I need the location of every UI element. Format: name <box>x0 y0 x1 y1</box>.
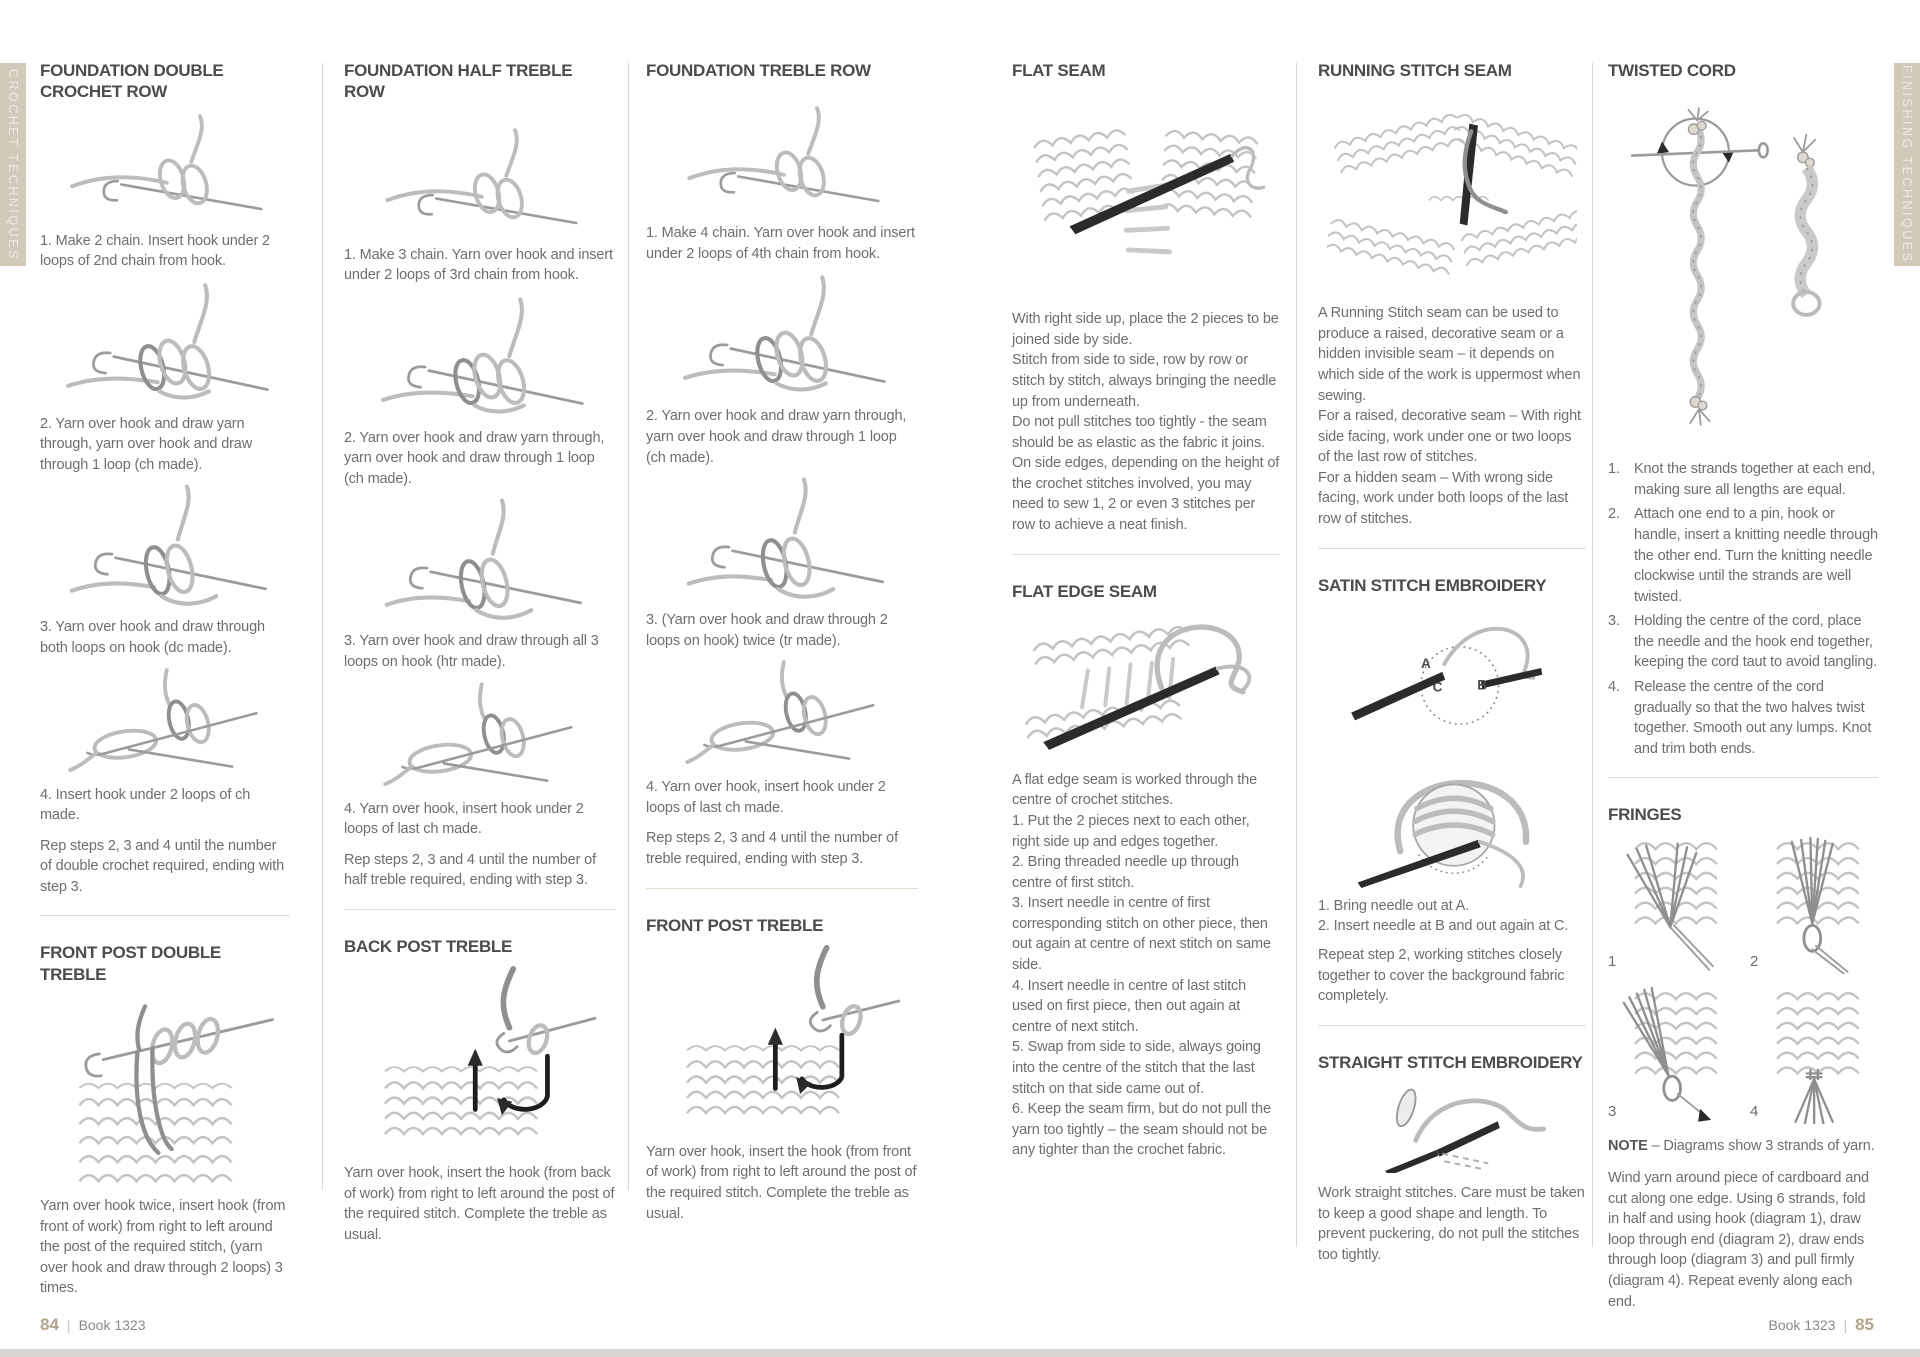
section-title: RUNNING STITCH SEAM <box>1318 61 1512 80</box>
page-tab-finishing-techniques <box>1894 63 1920 266</box>
column-divider <box>628 63 629 1190</box>
section-title: FRONT POST TREBLE <box>646 915 824 935</box>
footer-separator: | <box>66 1317 71 1333</box>
step-text: 1. Bring needle out at A. <box>1318 897 1470 914</box>
back-post-treble-illustration <box>360 965 600 1155</box>
section-title: FLAT EDGE SEAM <box>1012 581 1157 601</box>
fringes-note <box>1608 1138 1878 1154</box>
column-foundation-double-crochet <box>40 60 290 1299</box>
page-tab-label: CROCHET TECHNIQUES <box>6 68 20 261</box>
crochet-insert-hook-illustration <box>50 665 280 777</box>
crochet-hook-chain-illustration <box>667 103 897 215</box>
diagram-number: 1 <box>1608 952 1617 970</box>
section-title: SATIN STITCH EMBROIDERY <box>1318 575 1547 595</box>
column-divider <box>322 63 323 1190</box>
section-title: FOUNDATION TREBLE ROW <box>646 61 871 80</box>
section-title: FOUNDATION HALF TREBLE ROW <box>344 61 573 102</box>
step-text: 1. Make 4 chain. Yarn over hook and insert under 2 loops of 4th chain from hook. <box>646 225 915 262</box>
step-text: 3. Yarn over hook and draw through both loops on hook (dc made). <box>40 619 265 656</box>
fringe-step-illustration <box>1764 984 1868 1124</box>
diagram-number: 4 <box>1750 1102 1759 1120</box>
step-number: 3. <box>1608 613 1620 630</box>
point-label-a: A <box>1420 655 1431 671</box>
column-divider <box>1296 63 1297 1247</box>
satin-stitch-wrap-illustration <box>1334 740 1570 888</box>
page-number: 84 <box>40 1315 59 1334</box>
section-body: Wind yarn around piece of cardboard and cut along one edge. Using 6 strands, fold in half and using hook (diagram 1), draw loop through end (diagram 2), draw ends through loop (diagram 3) and pull firmly (diagram 4). Repeat evenly along each end. <box>1608 1170 1869 1310</box>
step-text: 2. Insert needle at B and out again at C. <box>1318 918 1569 935</box>
twisted-cord-steps <box>1608 459 1878 759</box>
point-label-c: C <box>1432 679 1443 695</box>
section-body: 6. Keep the seam firm, but do not pull the yarn too tightly – the seam should not be any tighter than the crochet fabric. <box>1012 1101 1271 1159</box>
section-divider <box>646 888 918 889</box>
section-divider <box>1318 548 1586 549</box>
section-divider <box>1608 777 1878 778</box>
section-title: STRAIGHT STITCH EMBROIDERY <box>1318 1052 1583 1072</box>
column-foundation-treble <box>646 60 918 1224</box>
fringe-diagram-4 <box>1750 984 1878 1124</box>
section-title: TWISTED CORD <box>1608 61 1736 80</box>
flat-seam-illustration <box>1018 97 1274 295</box>
section-body: 3. Insert needle in centre of first corresponding stitch on other piece, then out again at centre of next stitch on same side. <box>1012 895 1271 974</box>
point-label-b: B <box>1477 677 1488 693</box>
crochet-draw-through-illustration <box>365 495 595 623</box>
step-text: Attach one end to a pin, hook or handle, insert a knitting needle through the other end. Turn the knitting needle clockwise until the strands are well twisted. <box>1634 506 1878 605</box>
book-title: Book 1323 <box>78 1317 146 1333</box>
step-text: Holding the centre of the cord, place the needle and the hook end together, keeping the cord taut to avoid tangling. <box>1634 613 1878 671</box>
running-stitch-seam-illustration <box>1327 89 1577 289</box>
section-body: Stitch from side to side, row by row or stitch by stitch, always bringing the needle up from underneath. <box>1012 352 1277 410</box>
diagram-number: 2 <box>1750 952 1759 970</box>
column-running-stitch <box>1318 60 1586 1265</box>
footer-separator: | <box>1843 1317 1848 1333</box>
step-text: 2. Yarn over hook and draw yarn through, yarn over hook and draw through 1 loop (ch made). <box>646 408 907 466</box>
step-number: 2. <box>1608 506 1620 523</box>
crochet-insert-hook-illustration <box>667 657 897 769</box>
footer-right <box>1768 1315 1874 1335</box>
note-label: NOTE <box>1608 1137 1648 1154</box>
section-body: 5. Swap from side to side, always going into the centre of the stitch that the last stitch on that side came out of. <box>1012 1039 1261 1097</box>
section-body: Yarn over hook, insert the hook (from back of work) from right to left around the post of the required stitch. Complete the treble as usual. <box>344 1165 615 1243</box>
front-post-treble-illustration <box>662 944 902 1134</box>
fringe-diagram-3 <box>1608 984 1736 1124</box>
page-tab-crochet-techniques <box>0 63 26 266</box>
page-bottom-edge <box>0 1349 1920 1357</box>
section-body: For a raised, decorative seam – With right side facing, work under one or two loops of the last row of stitches. <box>1318 408 1581 466</box>
fringe-diagram-1 <box>1608 834 1736 974</box>
step-text: 2. Yarn over hook and draw yarn through, yarn over hook and draw through 1 loop (ch made). <box>344 429 605 487</box>
section-body: A flat edge seam is worked through the centre of crochet stitches. <box>1012 771 1257 809</box>
step-number: 4. <box>1608 679 1620 696</box>
crochet-yarn-over-illustration <box>50 278 280 406</box>
fringe-step-illustration <box>1764 834 1868 974</box>
section-divider <box>1318 1025 1586 1026</box>
fringe-diagram-2 <box>1750 834 1878 974</box>
footer-left <box>40 1315 146 1335</box>
step-text: 4. Insert hook under 2 loops of ch made. <box>40 786 251 824</box>
crochet-insert-hook-illustration <box>365 679 595 791</box>
fringes-diagrams <box>1608 834 1878 1124</box>
step-text: 4. Yarn over hook, insert hook under 2 loops of last ch made. <box>646 779 886 816</box>
crochet-draw-through-illustration <box>667 474 897 602</box>
step-text: 1. Make 2 chain. Insert hook under 2 loops of 2nd chain from hook. <box>40 232 270 270</box>
section-title: FOUNDATION DOUBLE CROCHET ROW <box>40 61 224 102</box>
section-divider <box>1012 554 1280 555</box>
step-text: Release the centre of the cord gradually so that the two halves twist together. Smooth out any lumps. Knot and trim both ends. <box>1634 679 1872 757</box>
section-divider <box>344 909 616 910</box>
fringe-step-illustration <box>1622 984 1726 1124</box>
section-title: BACK POST TREBLE <box>344 936 513 956</box>
section-body: For a hidden seam – With wrong side facing, work under both loops of the last row of stitches. <box>1318 469 1569 528</box>
straight-stitch-illustration <box>1347 1081 1557 1173</box>
repeat-text: Rep steps 2, 3 and 4 until the number of half treble required, ending with step 3. <box>344 851 596 889</box>
repeat-text: Repeat step 2, working stitches closely together to cover the background fabric completely. <box>1318 947 1565 1005</box>
step-text: 2. Yarn over hook and draw yarn through, yarn over hook and draw through 1 loop (ch made). <box>40 415 253 473</box>
fringe-step-illustration <box>1622 834 1726 974</box>
book-title: Book 1323 <box>1768 1317 1836 1333</box>
step-text: 3. Yarn over hook and draw through all 3 loops on hook (htr made). <box>344 633 599 670</box>
section-body: 1. Put the 2 pieces next to each other, right side up and edges together. <box>1012 813 1250 850</box>
step-text: 4. Yarn over hook, insert hook under 2 loops of last ch made. <box>344 800 584 838</box>
step-text: 1. Make 3 chain. Yarn over hook and insert under 2 loops of 3rd chain from hook. <box>344 246 613 284</box>
note-text: – Diagrams show 3 strands of yarn. <box>1651 1137 1875 1154</box>
section-body: Do not pull stitches too tightly - the seam should be as elastic as the fabric it joins. <box>1012 414 1267 451</box>
repeat-text: Rep steps 2, 3 and 4 until the number of treble required, ending with step 3. <box>646 830 898 868</box>
crochet-yarn-over-illustration <box>667 270 897 398</box>
crochet-draw-through-illustration <box>50 481 280 609</box>
section-body: 4. Insert needle in centre of last stitch used on first piece, then out again at centre of next stitch. <box>1012 977 1247 1035</box>
step-number: 1. <box>1608 461 1620 478</box>
section-title: FRONT POST DOUBLE TREBLE <box>40 943 221 984</box>
section-body: Work straight stitches. Care must be taken to keep a good shape and length. To prevent puckering, do not pull the stitches too tightly. <box>1318 1185 1585 1263</box>
section-body: Yarn over hook, insert the hook (from front of work) from right to left around the post of the required stitch. Complete the treble as usual. <box>646 1143 917 1222</box>
crochet-hook-chain-illustration <box>365 125 595 237</box>
column-twisted-cord-fringes <box>1608 60 1878 1312</box>
repeat-text: Rep steps 2, 3 and 4 until the number of double crochet required, ending with step 3. <box>40 837 285 895</box>
step-text: Knot the strands together at each end, making sure all lengths are equal. <box>1634 461 1875 498</box>
flat-edge-seam-illustration <box>1020 610 1272 758</box>
satin-stitch-abc-illustration <box>1334 604 1570 732</box>
section-divider <box>40 915 290 916</box>
page-number: 85 <box>1855 1315 1874 1334</box>
section-title: FRINGES <box>1608 805 1682 825</box>
diagram-number: 3 <box>1608 1102 1617 1120</box>
column-flat-seams <box>1012 60 1280 1161</box>
section-body: On side edges, depending on the height of the crochet stitches involved, you may need to sew 1, 2 or even 3 stitches per row to achieve a neat finish. <box>1012 455 1280 534</box>
step-text: 3. (Yarn over hook and draw through 2 loops on hook) twice (tr made). <box>646 612 888 649</box>
section-body: Yarn over hook twice, insert hook (from front of work) from right to left around the post of the required stitch, (yarn over hook and draw through 2 loops) 3 times. <box>40 1197 286 1297</box>
section-body: A Running Stitch seam can be used to produce a raised, decorative seam or a hidden invisible seam – it depends on which side of the work is uppermost when sewing. <box>1318 305 1581 404</box>
crochet-hook-chain-illustration <box>50 111 280 223</box>
section-body: With right side up, place the 2 pieces to be joined side by side. <box>1012 311 1279 348</box>
twisted-cord-illustration <box>1611 89 1875 451</box>
column-foundation-half-treble <box>344 60 616 1245</box>
front-post-double-treble-illustration <box>45 993 285 1188</box>
crochet-yarn-over-illustration <box>365 292 595 420</box>
section-body: 2. Bring threaded needle up through centre of first stitch. <box>1012 854 1239 891</box>
column-divider <box>1592 63 1593 1247</box>
page-tab-label: FINISHING TECHNIQUES <box>1900 65 1914 264</box>
section-title: FLAT SEAM <box>1012 61 1106 80</box>
